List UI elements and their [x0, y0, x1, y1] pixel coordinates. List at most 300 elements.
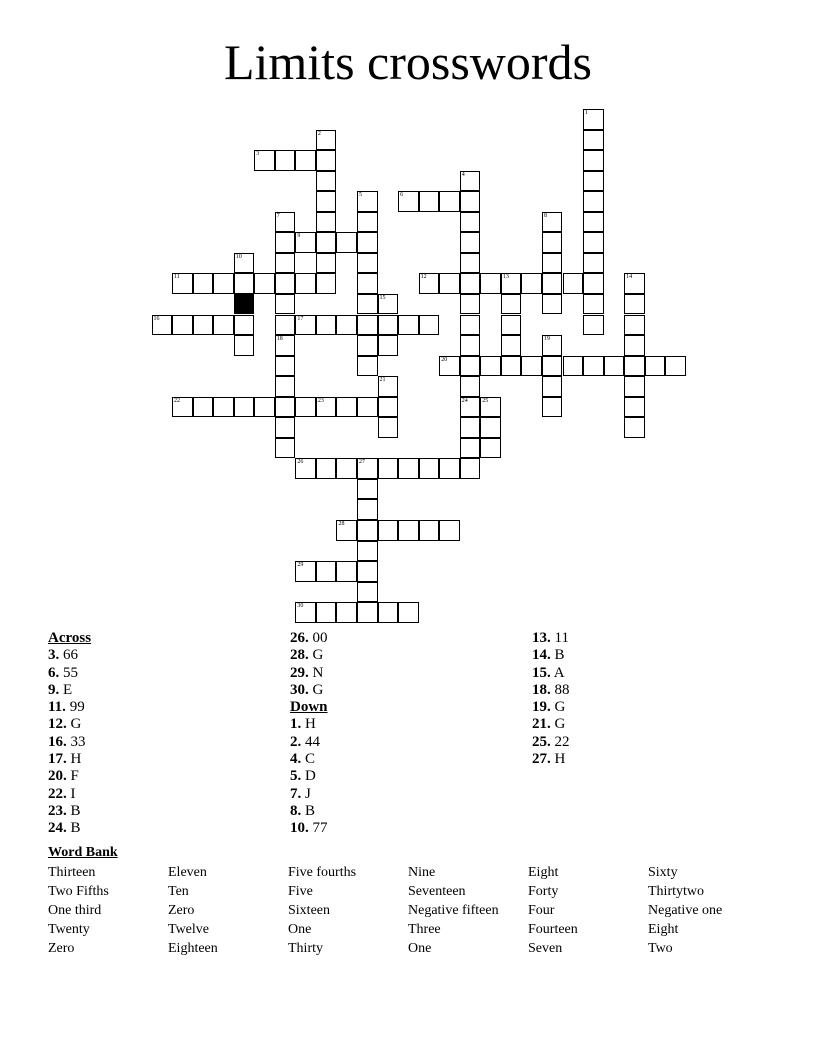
crossword-cell [645, 356, 666, 377]
clue-answer: 99 [69, 699, 85, 716]
clue-answer: 88 [554, 681, 570, 698]
word-bank-item: Seventeen [408, 884, 466, 899]
crossword-cell [624, 417, 645, 438]
clue-answer: 44 [305, 733, 320, 750]
crossword-cell [254, 273, 275, 294]
clue-number: 14. [532, 647, 551, 664]
crossword-cell [378, 417, 399, 438]
word-bank-item: Negative one [648, 903, 723, 918]
clue-answer: A [553, 664, 565, 681]
crossword-cell [439, 191, 460, 212]
page-title: Limits crosswords [223, 34, 593, 90]
clue-item [532, 630, 570, 647]
crossword-cell [316, 232, 337, 253]
crossword-cell [398, 191, 419, 212]
clue-item [532, 716, 570, 733]
crossword-cell [254, 150, 275, 171]
cell-number: 29 [297, 562, 304, 569]
crossword-cell [295, 315, 316, 336]
clue-number: 21. [532, 716, 551, 733]
clue-number: 19. [532, 699, 551, 716]
cell-number: 23 [317, 397, 324, 404]
crossword-cell [583, 315, 604, 336]
crossword-cell [583, 150, 604, 171]
crossword-cell [419, 520, 440, 541]
crossword-cell [336, 520, 357, 541]
clue-item [48, 647, 91, 664]
crossword-cell [336, 315, 357, 336]
cell-number: 8 [543, 212, 547, 219]
cell-number: 6 [400, 192, 404, 199]
crossword-cell [460, 253, 481, 274]
crossword-cell [542, 294, 563, 315]
crossword-cell [563, 273, 584, 294]
crossword-cell [295, 458, 316, 479]
crossword-cell [419, 191, 440, 212]
crossword-cell [234, 315, 255, 336]
crossword-cell [357, 356, 378, 377]
crossword-cell [275, 150, 296, 171]
clue-answer: 66 [63, 647, 78, 664]
crossword-cell [521, 356, 542, 377]
clue-item [290, 768, 328, 785]
crossword-cell [419, 458, 440, 479]
clue-number: 7. [290, 785, 302, 802]
crossword-cell [172, 273, 193, 294]
crossword-cell [419, 273, 440, 294]
crossword-cell [398, 315, 419, 336]
crossword-cell [357, 479, 378, 500]
cell-number: 19 [543, 336, 550, 343]
crossword-cell [275, 273, 296, 294]
clue-answer: B [554, 647, 565, 664]
clue-number: 23. [48, 802, 67, 819]
word-bank-item: Ten [168, 884, 189, 899]
clue-answer: 77 [312, 820, 328, 837]
crossword-cell [583, 130, 604, 151]
word-bank-item: Nine [408, 865, 436, 880]
cell-number: 3 [256, 151, 260, 158]
crossword-cell [378, 458, 399, 479]
word-bank-item: Thirty [288, 941, 323, 956]
crossword-cell [336, 397, 357, 418]
clue-item [48, 768, 91, 785]
crossword-cell [501, 294, 522, 315]
word-bank-item: Thirtytwo [648, 884, 704, 899]
clue-column-2 [290, 630, 328, 838]
crossword-cell [275, 294, 296, 315]
cell-number: 30 [297, 603, 304, 610]
crossword-cell [583, 253, 604, 274]
crossword-cell [439, 273, 460, 294]
clue-answer: G [312, 681, 324, 698]
cell-number: 16 [153, 315, 160, 322]
clue-answer: 55 [63, 664, 78, 681]
crossword-cell [378, 315, 399, 336]
crossword-cell [583, 273, 604, 294]
crossword-cell [460, 397, 481, 418]
crossword-cell [357, 602, 378, 623]
cell-number: 11 [174, 274, 180, 281]
crossword-cell [357, 253, 378, 274]
crossword-cell [295, 561, 316, 582]
clue-number: 20. [48, 768, 67, 785]
crossword-cell [275, 376, 296, 397]
clue-item [290, 630, 328, 647]
crossword-cell [254, 397, 275, 418]
word-bank-item: Twenty [48, 922, 90, 937]
clue-item [290, 786, 328, 803]
crossword-cell [460, 294, 481, 315]
crossword-cell [295, 232, 316, 253]
crossword-cell [542, 253, 563, 274]
word-bank-item: Five [288, 884, 313, 899]
word-bank-item: Two Fifths [48, 884, 109, 899]
crossword-cell [583, 294, 604, 315]
crossword-cell [172, 397, 193, 418]
clue-answer: H [70, 751, 82, 768]
clue-number: 28. [290, 647, 309, 664]
crossword-cell [357, 294, 378, 315]
crossword-cell [275, 397, 296, 418]
crossword-cell [460, 417, 481, 438]
word-bank-item: Eleven [168, 865, 207, 880]
crossword-cell [501, 315, 522, 336]
word-bank-item: Forty [528, 884, 559, 899]
crossword-cell [316, 397, 337, 418]
crossword-cell [357, 191, 378, 212]
word-bank-item: Zero [48, 941, 75, 956]
crossword-cell [378, 335, 399, 356]
cell-number: 28 [338, 521, 345, 527]
crossword-cell [295, 602, 316, 623]
crossword-cell [624, 315, 645, 336]
crossword-cell [583, 171, 604, 192]
crossword-cell [604, 356, 625, 377]
clue-answer: 11 [554, 630, 569, 646]
clue-item [48, 820, 91, 837]
across-heading: Across [48, 630, 92, 646]
word-bank [48, 863, 768, 958]
crossword-cell [378, 602, 399, 623]
crossword-cell [316, 130, 337, 151]
crossword-cell [357, 541, 378, 562]
crossword-cell [234, 335, 255, 356]
clue-number: 18. [532, 681, 551, 698]
clue-answer: I [70, 785, 76, 802]
crossword-cell [501, 335, 522, 356]
clue-item [48, 699, 91, 716]
clue-item [290, 647, 328, 664]
clue-answer: J [305, 785, 311, 802]
clue-item [48, 682, 91, 699]
cell-number: 21 [379, 377, 386, 384]
crossword-cell [460, 171, 481, 192]
crossword-cell [501, 356, 522, 377]
word-bank-item: Thirteen [48, 865, 96, 880]
crossword-cell [460, 356, 481, 377]
crossword-cell [378, 376, 399, 397]
clue-item [48, 803, 91, 820]
crossword-cell [521, 273, 542, 294]
clue-number: 15. [532, 664, 551, 681]
crossword-cell [439, 520, 460, 541]
word-bank-item: Five fourths [288, 865, 357, 880]
word-bank-item: Three [408, 922, 441, 937]
clue-answer: H [305, 716, 316, 733]
crossword-cell [152, 315, 173, 336]
crossword-cell [357, 335, 378, 356]
cell-number: 14 [626, 274, 633, 281]
clue-item [290, 734, 328, 751]
crossword-cell [275, 417, 296, 438]
word-bank-item: Negative fifteen [408, 903, 499, 918]
word-bank-item: One [288, 922, 312, 937]
clue-item [532, 751, 570, 768]
crossword-cell [583, 232, 604, 253]
crossword-cell [316, 602, 337, 623]
clue-number: 2. [290, 733, 302, 750]
crossword-cell [316, 212, 337, 233]
clue-item [532, 665, 570, 682]
clue-number: 8. [290, 802, 302, 819]
crossword-cell [316, 273, 337, 294]
crossword-cell [624, 335, 645, 356]
clue-number: 27. [532, 751, 551, 768]
cell-number: 17 [297, 315, 304, 322]
crossword-cell [398, 520, 419, 541]
crossword-cell [316, 150, 337, 171]
clue-item [290, 665, 328, 682]
clue-item [48, 665, 91, 682]
cell-number: 27 [359, 459, 365, 466]
crossword-cell [378, 397, 399, 418]
crossword-cell [460, 376, 481, 397]
crossword-cell [316, 458, 337, 479]
clue-answer: G [554, 716, 566, 733]
clue-item [48, 786, 91, 803]
clue-answer: E [63, 681, 73, 698]
crossword-cell [316, 191, 337, 212]
cell-number: 5 [359, 192, 362, 199]
crossword-cell [316, 171, 337, 192]
clue-number: 4. [290, 751, 302, 768]
crossword-cell [542, 232, 563, 253]
crossword-cell [460, 335, 481, 356]
crossword-cell [316, 315, 337, 336]
clue-number: 10. [290, 820, 309, 837]
cell-number: 13 [502, 274, 509, 281]
clue-answer: D [305, 768, 316, 785]
crossword-cell [357, 520, 378, 541]
crossword-cell [213, 315, 234, 336]
word-bank-item: Sixty [648, 865, 678, 880]
crossword-cell [295, 397, 316, 418]
clue-number: 6. [48, 664, 60, 681]
clue-answer: N [312, 664, 324, 681]
clue-number: 13. [532, 630, 551, 646]
word-bank-item: Seven [528, 941, 563, 956]
clue-number: 1. [290, 716, 302, 733]
crossword-cell [480, 273, 501, 294]
clue-number: 26. [290, 630, 309, 646]
crossword-cell [542, 273, 563, 294]
crossword-cell [460, 232, 481, 253]
clue-answer: G [70, 716, 82, 733]
crossword-cell [357, 397, 378, 418]
crossword-cell [624, 376, 645, 397]
crossword-cell [275, 356, 296, 377]
crossword-cell [563, 356, 584, 377]
clue-item [290, 716, 328, 733]
crossword-black-cell [234, 294, 255, 315]
word-bank-item: Eight [648, 922, 679, 937]
clue-answer: G [554, 699, 566, 716]
clue-number: 12. [48, 716, 67, 733]
word-bank-item: Twelve [168, 922, 210, 937]
word-bank-item: Four [528, 903, 555, 918]
cell-number: 20 [441, 356, 448, 363]
crossword-cell [398, 602, 419, 623]
cell-number: 18 [276, 336, 283, 343]
clue-answer: G [312, 647, 324, 664]
clue-item [532, 647, 570, 664]
clue-answer: 33 [70, 733, 86, 750]
crossword-cell [193, 315, 214, 336]
word-bank-item: Eight [528, 865, 559, 880]
crossword-cell [583, 212, 604, 233]
crossword-cell [624, 273, 645, 294]
crossword-cell [357, 499, 378, 520]
cell-number: 26 [297, 459, 304, 466]
clue-item [290, 820, 328, 837]
clue-number: 30. [290, 681, 309, 698]
cell-number: 15 [379, 294, 386, 301]
cell-number: 12 [420, 274, 427, 281]
cell-number: 22 [174, 397, 181, 404]
clue-answer: 22 [554, 733, 570, 750]
clue-answer: B [305, 802, 316, 819]
crossword-cell [460, 273, 481, 294]
crossword-cell [316, 561, 337, 582]
cell-number: 4 [461, 171, 465, 178]
clue-number: 16. [48, 733, 67, 750]
crossword-cell [460, 315, 481, 336]
crossword-cell [336, 602, 357, 623]
crossword-cell [480, 397, 501, 418]
cell-number: 9 [297, 233, 301, 240]
word-bank-item: Two [648, 941, 673, 956]
crossword-cell [398, 458, 419, 479]
clue-number: 29. [290, 664, 309, 681]
crossword-cell [275, 232, 296, 253]
crossword-cell [357, 458, 378, 479]
crossword-cell [234, 397, 255, 418]
crossword-cell [193, 273, 214, 294]
crossword-cell [193, 397, 214, 418]
crossword-cell [295, 150, 316, 171]
word-bank-item: Sixteen [288, 903, 330, 918]
clue-item [48, 751, 91, 768]
crossword-cell [336, 561, 357, 582]
clue-number: 17. [48, 751, 67, 768]
cell-number: 1 [585, 110, 589, 116]
clue-item [290, 751, 328, 768]
word-bank-item: Eighteen [168, 941, 218, 956]
crossword-cell [213, 273, 234, 294]
crossword-cell [213, 397, 234, 418]
cell-number: 2 [317, 130, 321, 137]
crossword-cell [357, 232, 378, 253]
crossword-cell [542, 376, 563, 397]
crossword-cell [439, 356, 460, 377]
crossword-cell [460, 438, 481, 459]
crossword-cell [378, 520, 399, 541]
word-bank-title: Word Bank [48, 845, 118, 860]
clue-item [290, 682, 328, 699]
clue-number: 5. [290, 768, 302, 785]
clue-number: 24. [48, 820, 67, 837]
clue-number: 22. [48, 785, 67, 802]
crossword-cell [316, 253, 337, 274]
crossword-cell [234, 273, 255, 294]
clue-answer: F [70, 768, 79, 785]
clue-number: 9. [48, 681, 60, 698]
crossword-cell [357, 212, 378, 233]
crossword-cell [624, 294, 645, 315]
word-bank-item: One [408, 941, 432, 956]
clue-number: 25. [532, 733, 551, 750]
down-heading: Down [290, 699, 328, 716]
crossword-cell [275, 212, 296, 233]
crossword-cell [583, 109, 604, 130]
crossword-cell [357, 561, 378, 582]
clue-item [48, 716, 91, 733]
crossword-cell [542, 212, 563, 233]
crossword-cell [501, 273, 522, 294]
crossword-cell [336, 232, 357, 253]
clue-answer: H [554, 751, 566, 768]
crossword-cell [624, 397, 645, 418]
crossword-cell [295, 273, 316, 294]
crossword-cell [624, 356, 645, 377]
crossword-cell [275, 335, 296, 356]
clue-number: 11. [48, 699, 66, 716]
crossword-cell [275, 315, 296, 336]
cell-number: 25 [482, 397, 489, 404]
crossword-cell [378, 294, 399, 315]
crossword-cell [357, 273, 378, 294]
crossword-cell [357, 582, 378, 603]
crossword-cell [357, 315, 378, 336]
clue-item [532, 682, 570, 699]
crossword-cell [542, 335, 563, 356]
crossword-cell [419, 315, 440, 336]
crossword-cell [480, 417, 501, 438]
clue-item [532, 734, 570, 751]
crossword-cell [275, 438, 296, 459]
crossword-cell [665, 356, 686, 377]
clue-answer: B [70, 820, 81, 837]
crossword-cell [336, 458, 357, 479]
cell-number: 7 [276, 212, 280, 219]
clue-answer: 00 [312, 630, 328, 646]
crossword-cell [275, 253, 296, 274]
crossword-cell [542, 356, 563, 377]
clue-answer: C [305, 751, 316, 768]
crossword-cell [439, 458, 460, 479]
clue-item [532, 699, 570, 716]
